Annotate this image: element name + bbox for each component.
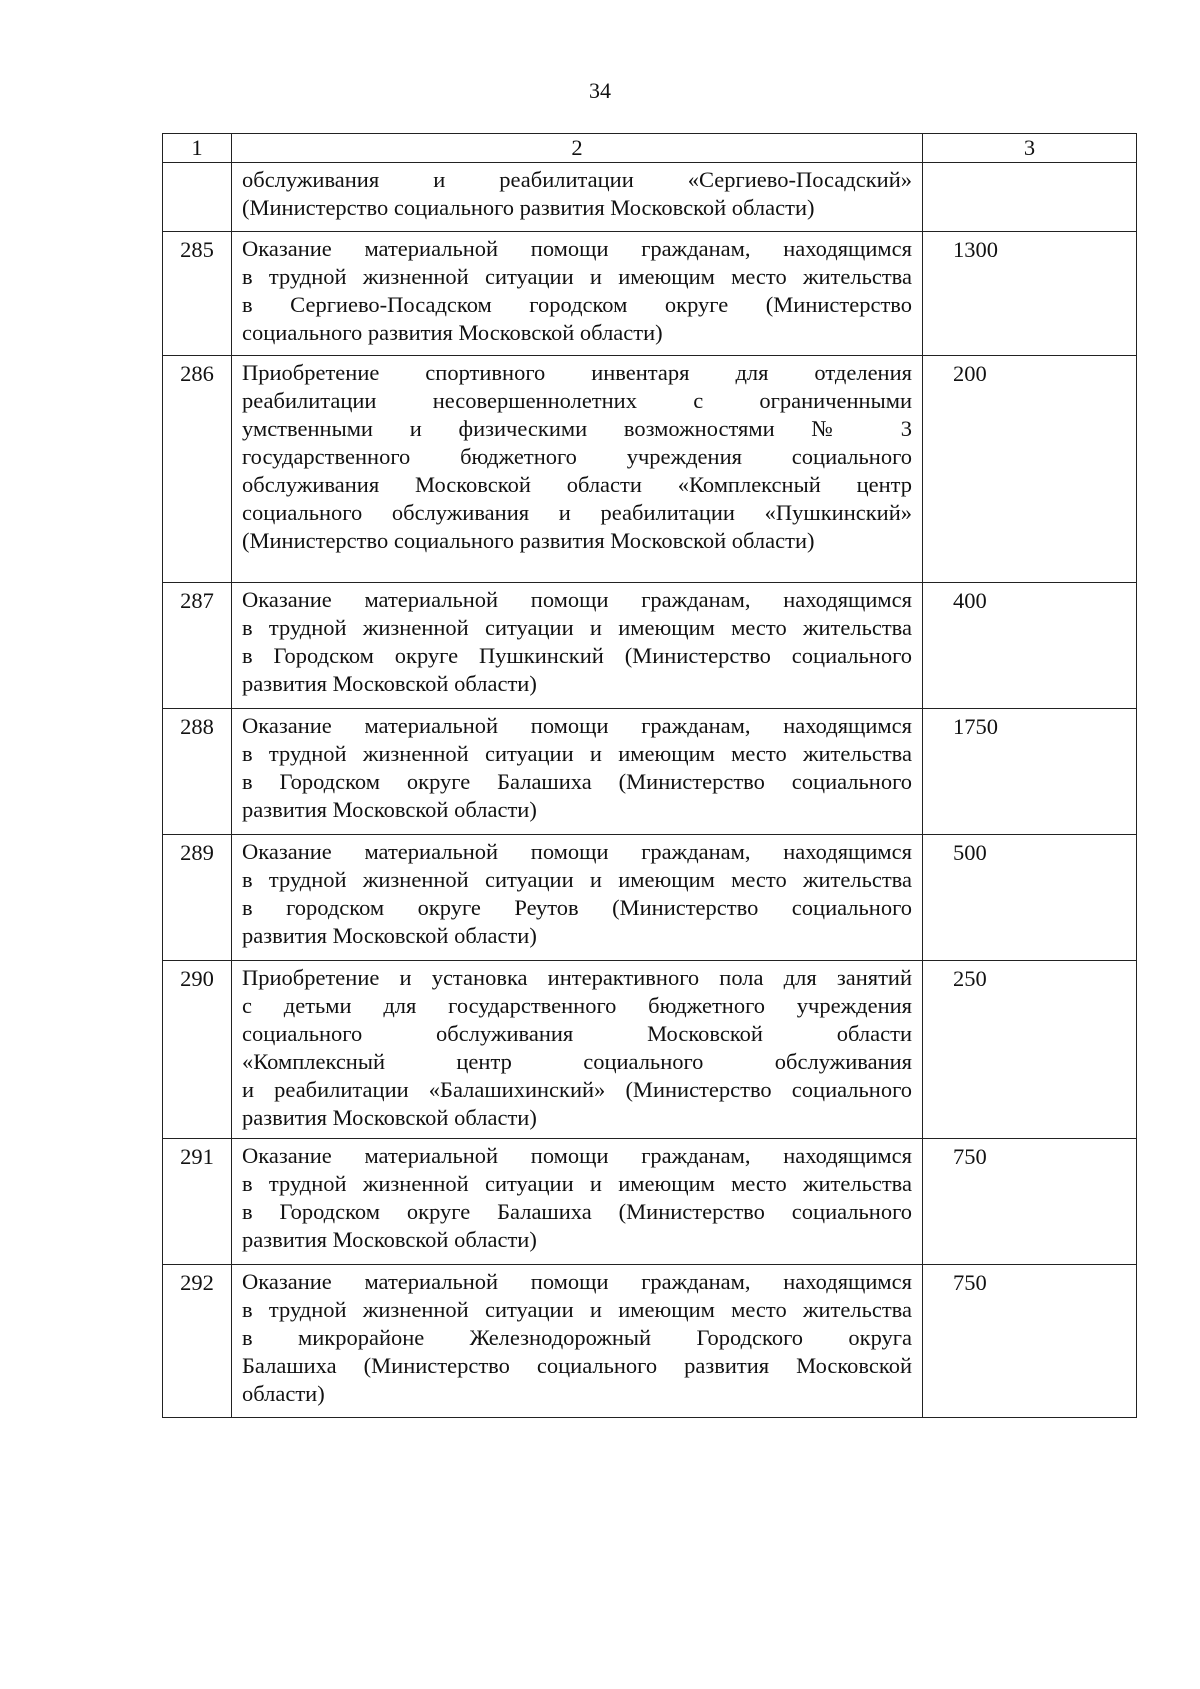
description-line: реабилитации несовершеннолетних с ограниченными	[242, 388, 912, 413]
description-line: Балашиха (Министерство социального развития Московской	[242, 1353, 912, 1378]
description-line: Оказание материальной помощи гражданам, находящимся	[242, 1269, 912, 1294]
header-col-1: 1	[163, 134, 232, 163]
table-row	[163, 232, 1137, 356]
row-number: 286	[163, 356, 232, 583]
description-line: в трудной жизненной ситуации и имеющим место жительства	[242, 615, 912, 640]
row-number: 285	[163, 232, 232, 356]
description-line: развития Московской области)	[242, 1227, 537, 1252]
row-description	[232, 961, 923, 1139]
description-line: «Комплексный центр социального обслуживания	[242, 1049, 912, 1074]
description-line: в Городском округе Пушкинский (Министерство социального	[242, 643, 912, 668]
description-line: в трудной жизненной ситуации и имеющим место жительства	[242, 1171, 912, 1196]
row-number: 292	[163, 1265, 232, 1418]
row-amount: 1750	[923, 709, 1137, 835]
description-line: Приобретение спортивного инвентаря для отделения	[242, 360, 912, 385]
table-row	[163, 583, 1137, 709]
description-line: Оказание материальной помощи гражданам, находящимся	[242, 713, 912, 738]
description-line: социального обслуживания и реабилитации «Пушкинский»	[242, 500, 912, 525]
table-row	[163, 709, 1137, 835]
row-amount: 750	[923, 1265, 1137, 1418]
description-line: в трудной жизненной ситуации и имеющим место жительства	[242, 264, 912, 289]
description-line: в микрорайоне Железнодорожный Городского округа	[242, 1325, 912, 1350]
description-line: Оказание материальной помощи гражданам, находящимся	[242, 587, 912, 612]
table-row	[163, 356, 1137, 583]
table-row	[163, 1265, 1137, 1418]
description-line: развития Московской области)	[242, 1105, 537, 1130]
row-number: 287	[163, 583, 232, 709]
table-header-row	[163, 134, 1137, 163]
row-amount: 400	[923, 583, 1137, 709]
row-amount: 200	[923, 356, 1137, 583]
row-amount: 250	[923, 961, 1137, 1139]
description-line: развития Московской области)	[242, 797, 537, 822]
description-line: в трудной жизненной ситуации и имеющим место жительства	[242, 741, 912, 766]
description-line: социального обслуживания Московской области	[242, 1021, 912, 1046]
row-number	[163, 163, 232, 232]
row-description	[232, 835, 923, 961]
description-line: Оказание материальной помощи гражданам, находящимся	[242, 236, 912, 261]
description-line: и реабилитации «Балашихинский» (Министерство социального	[242, 1077, 912, 1102]
description-line: умственными и физическими возможностями № 3	[242, 416, 912, 441]
row-description	[232, 1265, 923, 1418]
description-line: Оказание материальной помощи гражданам, находящимся	[242, 839, 912, 864]
row-description	[232, 1139, 923, 1265]
row-description	[232, 232, 923, 356]
description-line: обслуживания Московской области «Комплексный центр	[242, 472, 912, 497]
description-line: Оказание материальной помощи гражданам, находящимся	[242, 1143, 912, 1168]
description-line: Приобретение и установка интерактивного пола для занятий	[242, 965, 912, 990]
table-row	[163, 835, 1137, 961]
row-amount: 750	[923, 1139, 1137, 1265]
row-number: 291	[163, 1139, 232, 1265]
description-line: в трудной жизненной ситуации и имеющим место жительства	[242, 867, 912, 892]
page-number: 34	[589, 78, 611, 103]
description-line: государственного бюджетного учреждения социального	[242, 444, 912, 469]
row-description	[232, 163, 923, 232]
description-line: в Сергиево-Посадском городском округе (Министерство	[242, 292, 912, 317]
description-line: с детьми для государственного бюджетного учреждения	[242, 993, 912, 1018]
row-description	[232, 709, 923, 835]
description-line: (Министерство социального развития Московской области)	[242, 195, 815, 220]
description-line: (Министерство социального развития Московской области)	[242, 528, 815, 553]
row-amount	[923, 163, 1137, 232]
description-line: в Городском округе Балашиха (Министерство социального	[242, 769, 912, 794]
description-line: обслуживания и реабилитации «Сергиево-Посадский»	[242, 167, 912, 192]
description-line: развития Московской области)	[242, 671, 537, 696]
appropriations-table	[162, 133, 1137, 1418]
description-line: в трудной жизненной ситуации и имеющим место жительства	[242, 1297, 912, 1322]
row-description	[232, 356, 923, 583]
row-amount: 500	[923, 835, 1137, 961]
description-line: в Городском округе Балашиха (Министерство социального	[242, 1199, 912, 1224]
row-number: 289	[163, 835, 232, 961]
description-line: социального развития Московской области)	[242, 320, 663, 345]
table-row	[163, 961, 1137, 1139]
header-col-3: 3	[923, 134, 1137, 163]
row-number: 290	[163, 961, 232, 1139]
table-row	[163, 163, 1137, 232]
description-line: в городском округе Реутов (Министерство социального	[242, 895, 912, 920]
header-col-2: 2	[232, 134, 923, 163]
row-description	[232, 583, 923, 709]
description-line: развития Московской области)	[242, 923, 537, 948]
row-amount: 1300	[923, 232, 1137, 356]
row-number: 288	[163, 709, 232, 835]
description-line: области)	[242, 1381, 325, 1406]
table-row	[163, 1139, 1137, 1265]
